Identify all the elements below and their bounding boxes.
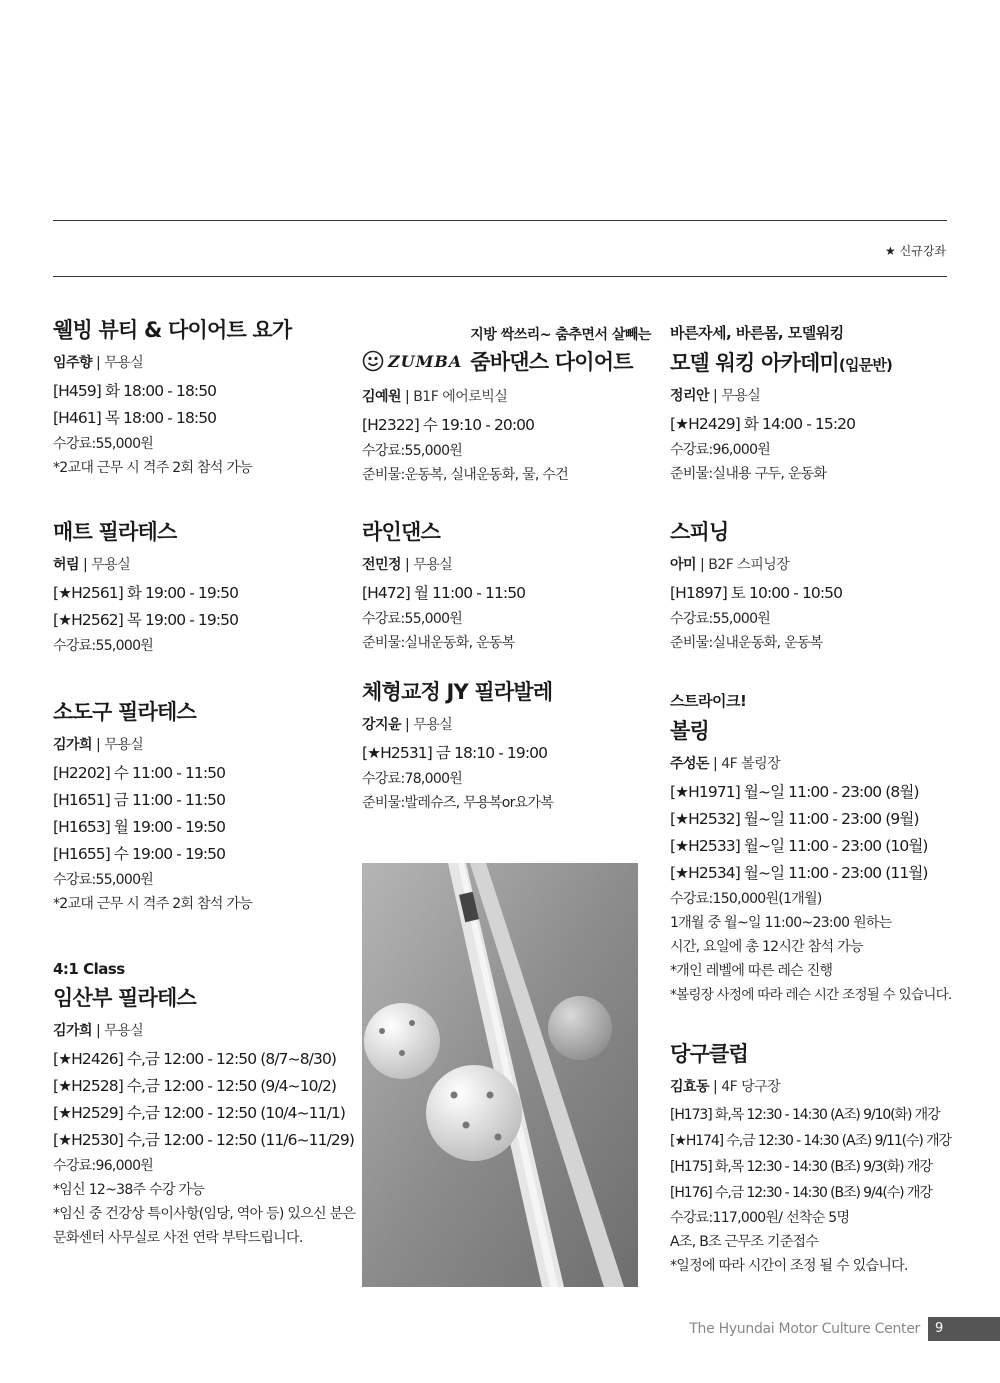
course-title: 스피닝 <box>670 520 729 544</box>
course-fee: 수강료:78,000원 <box>362 771 463 787</box>
instructor-name: 허림 <box>53 557 80 573</box>
course-note: *2교대 근무 시 격주 2회 참석 가능 <box>53 460 253 476</box>
course-schedule: [H2322] 수 19:10 - 20:00 <box>362 416 535 434</box>
course-note: 준비물:실내운동화, 운동복 <box>362 635 515 651</box>
course-wellbeing-yoga <box>53 314 343 480</box>
course-title: 당구클럽 <box>670 1042 748 1066</box>
course-fee: 수강료:55,000원 <box>53 872 154 888</box>
page-number: 9 <box>928 1317 1000 1341</box>
course-schedule: [H1653] 월 19:00 - 19:50 <box>53 818 226 836</box>
course-title: 볼링 <box>670 719 709 743</box>
instructor-name: 김가희 <box>53 737 93 753</box>
course-pilaballet <box>362 676 652 815</box>
course-title: 체형교정 JY 필라발레 <box>362 680 553 704</box>
course-schedule: [H1655] 수 19:00 - 19:50 <box>53 845 226 863</box>
course-note: *2교대 근무 시 격주 2회 참석 가능 <box>53 896 253 912</box>
course-room: 무용실 <box>721 388 761 404</box>
course-bowling <box>670 690 960 1007</box>
course-instructor: 임주향 | 무용실 <box>53 355 144 371</box>
course-fee: 수강료:55,000원 <box>53 436 154 452</box>
course-fee: 수강료:55,000원 <box>670 611 771 627</box>
course-fee: 수강료:150,000원(1개월) <box>670 891 822 907</box>
course-schedule: [H2202] 수 11:00 - 11:50 <box>53 764 226 782</box>
course-note: *일정에 따라 시간이 조정 될 수 있습니다. <box>670 1258 908 1274</box>
course-note: 시간, 요일에 총 12시간 참석 가능 <box>670 939 863 955</box>
course-fee: 수강료:96,000원 <box>670 442 771 458</box>
course-prenatal-pilates <box>53 960 356 1250</box>
course-schedule: [★H174] 수,금 12:30 - 14:30 (A조) 9/11(수) 개강 <box>670 1133 951 1149</box>
course-note: 준비물:실내용 구두, 운동화 <box>670 466 827 482</box>
course-schedule: [H1651] 금 11:00 - 11:50 <box>53 791 226 809</box>
course-instructor: 김효동 | 4F 당구장 <box>670 1079 781 1095</box>
zumba-heading <box>470 324 651 384</box>
course-note: *임신 중 건강상 특이사항(임당, 역아 등) 있으신 분은 <box>53 1206 356 1222</box>
instructor-name: 전민정 <box>362 557 402 573</box>
course-room: 4F 당구장 <box>721 1079 781 1095</box>
course-schedule: [★H2533] 월~일 11:00 - 23:00 (10월) <box>670 837 928 855</box>
course-kicker: 지방 싹쓰리~ 춤추면서 살빼는 <box>470 327 651 343</box>
course-schedule: [H459] 화 18:00 - 18:50 <box>53 382 217 400</box>
course-mat-pilates <box>53 516 343 658</box>
course-note: 1개월 중 월~일 11:00~23:00 원하는 <box>670 915 892 931</box>
course-fee: 수강료:117,000원/ 선착순 5명 <box>670 1210 850 1226</box>
course-schedule: [H176] 수,금 12:30 - 14:30 (B조) 9/4(수) 개강 <box>670 1185 932 1201</box>
course-schedule: [★H2561] 화 19:00 - 19:50 <box>53 584 239 602</box>
instructor-name: 김가희 <box>53 1023 93 1039</box>
course-room: 무용실 <box>413 717 453 733</box>
course-model-walking <box>670 322 960 486</box>
instructor-name: 주성돈 <box>670 756 710 772</box>
course-kicker: 바른자세, 바른몸, 모델워킹 <box>670 324 844 342</box>
course-room: 4F 볼링장 <box>721 756 781 772</box>
course-title: 모델 워킹 아카데미 <box>670 351 839 375</box>
course-fee: 수강료:55,000원 <box>362 443 463 459</box>
course-schedule: [★H2529] 수,금 12:00 - 12:50 (10/4~11/1) <box>53 1104 346 1122</box>
course-schedule: [★H2528] 수,금 12:00 - 12:50 (9/4~10/2) <box>53 1077 337 1095</box>
course-schedule: [★H2532] 월~일 11:00 - 23:00 (9월) <box>670 810 919 828</box>
course-schedule: [H175] 화,목 12:30 - 14:30 (B조) 9/3(화) 개강 <box>670 1159 932 1175</box>
course-note: A조, B조 근무조 기준접수 <box>670 1234 819 1250</box>
billiards-photo <box>362 863 638 1287</box>
course-props-pilates <box>53 696 343 916</box>
course-instructor: 김예원 | B1F 에어로빅실 <box>362 389 508 405</box>
new-course-legend: ★ 신규강좌 <box>885 244 946 258</box>
course-fee: 수강료:55,000원 <box>53 638 154 654</box>
course-note: 준비물:실내운동화, 운동복 <box>670 635 823 651</box>
course-instructor: 주성돈 | 4F 볼링장 <box>670 756 781 772</box>
course-schedule: [★H1971] 월~일 11:00 - 23:00 (8월) <box>670 783 919 801</box>
course-room: 무용실 <box>104 737 144 753</box>
course-note: 문화센터 사무실로 사전 연락 부탁드립니다. <box>53 1230 303 1246</box>
course-note: 준비물:운동복, 실내운동화, 물, 수건 <box>362 467 569 483</box>
course-room: 무용실 <box>413 557 453 573</box>
course-room: 무용실 <box>104 355 144 371</box>
course-kicker: 4:1 Class <box>53 960 125 978</box>
course-schedule: [H461] 목 18:00 - 18:50 <box>53 409 217 427</box>
instructor-name: 강지윤 <box>362 717 402 733</box>
course-room: 무용실 <box>91 557 131 573</box>
instructor-name: 임주향 <box>53 355 93 371</box>
instructor-name: 김효동 <box>670 1079 710 1095</box>
course-schedule: [★H2530] 수,금 12:00 - 12:50 (11/6~11/29) <box>53 1131 354 1149</box>
zumba-header <box>362 324 652 384</box>
course-schedule: [★H2531] 금 18:10 - 19:00 <box>362 744 548 762</box>
course-schedule: [H472] 월 11:00 - 11:50 <box>362 584 526 602</box>
zumba-logo <box>362 350 462 372</box>
course-fee: 수강료:55,000원 <box>362 611 463 627</box>
course-title: 소도구 필라테스 <box>53 700 196 724</box>
course-zumba <box>362 324 652 487</box>
instructor-name: 정리안 <box>670 388 710 404</box>
course-instructor: 전민정 | 무용실 <box>362 557 453 573</box>
course-schedule: [★H2429] 화 14:00 - 15:20 <box>670 415 856 433</box>
course-note: *개인 레벨에 따른 레슨 진행 <box>670 963 833 979</box>
course-spinning <box>670 516 960 655</box>
header-bottom-rule <box>53 276 947 277</box>
top-rule <box>53 220 947 221</box>
course-room: B1F 에어로빅실 <box>413 389 508 405</box>
course-room: 무용실 <box>104 1023 144 1039</box>
course-note: *볼링장 사정에 따라 레슨 시간 조정될 수 있습니다. <box>670 987 952 1003</box>
course-schedule: [★H2534] 월~일 11:00 - 23:00 (11월) <box>670 864 928 882</box>
zumba-mark-icon <box>362 350 384 372</box>
course-title: 임산부 필라테스 <box>53 986 196 1010</box>
course-billiards-club <box>670 1038 960 1278</box>
course-instructor: 정리안 | 무용실 <box>670 388 761 404</box>
footer-brand: The Hyundai Motor Culture Center <box>689 1321 920 1337</box>
course-room: B2F 스피닝장 <box>708 557 790 573</box>
instructor-name: 아미 <box>670 557 697 573</box>
course-schedule: [★H2426] 수,금 12:00 - 12:50 (8/7~8/30) <box>53 1050 337 1068</box>
zumba-wordmark: ZUMBA <box>388 351 463 371</box>
course-instructor: 아미 | B2F 스피닝장 <box>670 557 790 573</box>
course-title-wrap <box>670 347 960 377</box>
billiards-illustration <box>362 863 638 1287</box>
course-title: 매트 필라테스 <box>53 520 177 544</box>
instructor-name: 김예원 <box>362 389 402 405</box>
course-schedule: [★H2562] 목 19:00 - 19:50 <box>53 611 239 629</box>
course-title: 라인댄스 <box>362 520 440 544</box>
course-schedule: [H1897] 토 10:00 - 10:50 <box>670 584 843 602</box>
course-instructor: 허림 | 무용실 <box>53 557 131 573</box>
course-note: 준비물:발레슈즈, 무용복or요가복 <box>362 795 554 811</box>
course-title: 웰빙 뷰티 & 다이어트 요가 <box>53 318 292 342</box>
course-fee: 수강료:96,000원 <box>53 1158 154 1174</box>
course-title: 줌바댄스 다이어트 <box>470 350 633 374</box>
course-line-dance <box>362 516 652 655</box>
course-instructor: 강지윤 | 무용실 <box>362 717 453 733</box>
course-schedule: [H173] 화,목 12:30 - 14:30 (A조) 9/10(화) 개강 <box>670 1107 940 1123</box>
course-instructor: 김가희 | 무용실 <box>53 737 144 753</box>
course-title-suffix: (입문반) <box>838 356 893 374</box>
course-kicker: 스트라이크! <box>670 692 747 710</box>
course-instructor: 김가희 | 무용실 <box>53 1023 144 1039</box>
course-note: *임신 12~38주 수강 가능 <box>53 1182 205 1198</box>
